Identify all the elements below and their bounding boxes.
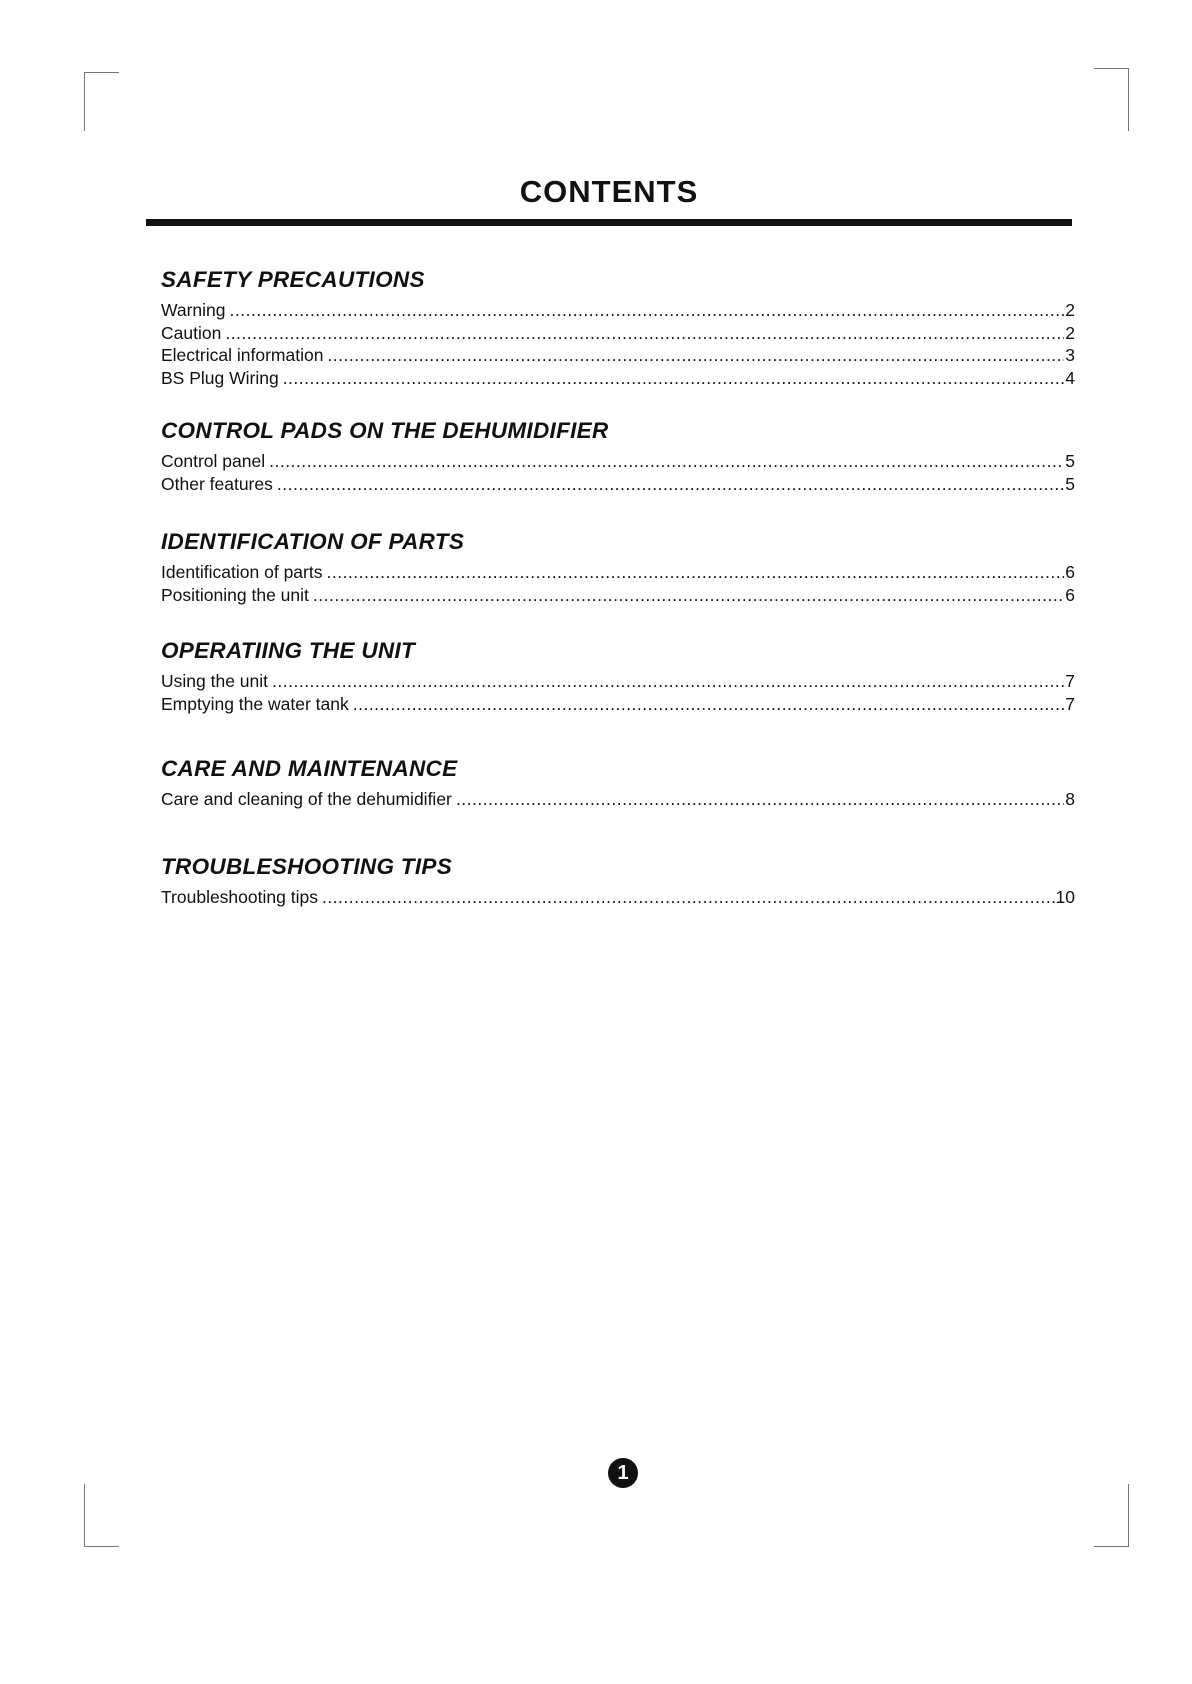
toc-entry-bs-plug-wiring[interactable]	[161, 367, 1075, 390]
dot-leader	[322, 886, 1055, 909]
dot-leader	[313, 584, 1064, 607]
toc-section-identification-of-parts	[161, 527, 1075, 606]
dot-leader	[272, 670, 1064, 693]
toc-entry-label: Troubleshooting tips	[161, 887, 318, 907]
toc-entry-page: 7	[1065, 693, 1075, 714]
toc-entry-label: Other features	[161, 473, 273, 494]
section-heading: OPERATIING THE UNIT	[161, 638, 416, 663]
dot-leader	[326, 561, 1064, 584]
toc-entry-label: Warning	[161, 300, 226, 320]
toc-entry-label: Caution	[161, 322, 222, 343]
toc-entry-page: 5	[1065, 473, 1075, 494]
toc-entry-warning[interactable]	[161, 299, 1075, 322]
page-title: CONTENTS	[519, 174, 699, 209]
crop-mark-top-left	[84, 72, 119, 131]
dot-leader	[277, 473, 1064, 496]
toc-entry-page: 7	[1065, 671, 1075, 691]
toc-entry-emptying-the-water-tank[interactable]	[161, 693, 1075, 716]
dot-leader	[456, 788, 1064, 811]
toc-entry-control-panel[interactable]	[161, 450, 1075, 473]
dot-leader	[230, 299, 1065, 322]
toc-section-control-pads	[161, 416, 1075, 495]
dot-leader	[269, 450, 1064, 473]
toc-entry-caution[interactable]	[161, 322, 1075, 345]
toc-entry-identification-of-parts[interactable]	[161, 561, 1075, 584]
dot-leader	[225, 322, 1064, 345]
toc-entry-page: 2	[1065, 300, 1075, 320]
toc-entry-label: Control panel	[161, 451, 266, 471]
toc-entry-page: 4	[1065, 367, 1075, 388]
toc-entry-page: 6	[1065, 584, 1075, 605]
toc-entry-page: 2	[1065, 322, 1075, 343]
toc-section-troubleshooting-tips	[161, 852, 1075, 909]
dot-leader	[283, 367, 1065, 390]
section-heading: CONTROL PADS ON THE DEHUMIDIFIER	[161, 418, 609, 443]
toc-entry-label: BS Plug Wiring	[161, 367, 279, 388]
toc-entry-page: 5	[1065, 451, 1075, 471]
section-heading: CARE AND MAINTENANCE	[161, 756, 458, 781]
toc-entry-page: 10	[1055, 887, 1075, 907]
toc-section-operating-the-unit	[161, 636, 1075, 715]
toc-section-care-and-maintenance	[161, 754, 1075, 811]
toc-entry-page: 8	[1065, 789, 1075, 809]
toc-entry-positioning-the-unit[interactable]	[161, 584, 1075, 607]
dot-leader	[353, 693, 1065, 716]
toc-entry-label: Electrical information	[161, 345, 324, 365]
toc-entry-label: Using the unit	[161, 671, 269, 691]
toc-entry-page: 6	[1065, 562, 1075, 582]
title-rule	[146, 219, 1072, 226]
section-heading: SAFETY PRECAUTIONS	[161, 267, 425, 292]
toc-entry-label: Identification of parts	[161, 562, 323, 582]
toc-entry-electrical-information[interactable]	[161, 344, 1075, 367]
toc-entry-page: 3	[1065, 345, 1075, 365]
toc-entry-other-features[interactable]	[161, 473, 1075, 496]
section-heading: TROUBLESHOOTING TIPS	[161, 854, 453, 879]
dot-leader	[327, 344, 1064, 367]
toc-entry-troubleshooting-tips[interactable]	[161, 886, 1075, 909]
crop-mark-top-right	[1094, 68, 1129, 131]
toc-entry-label: Emptying the water tank	[161, 693, 349, 714]
toc-entry-care-and-cleaning[interactable]	[161, 788, 1075, 811]
section-heading: IDENTIFICATION OF PARTS	[161, 529, 465, 554]
toc-entry-label: Care and cleaning of the dehumidifier	[161, 789, 452, 809]
toc-entry-using-the-unit[interactable]	[161, 670, 1075, 693]
crop-mark-bottom-left	[84, 1484, 119, 1547]
page-number-badge: 1	[608, 1458, 638, 1488]
crop-mark-bottom-right	[1094, 1484, 1129, 1547]
toc-entry-label: Positioning the unit	[161, 584, 309, 605]
toc-section-safety-precautions	[161, 265, 1075, 389]
